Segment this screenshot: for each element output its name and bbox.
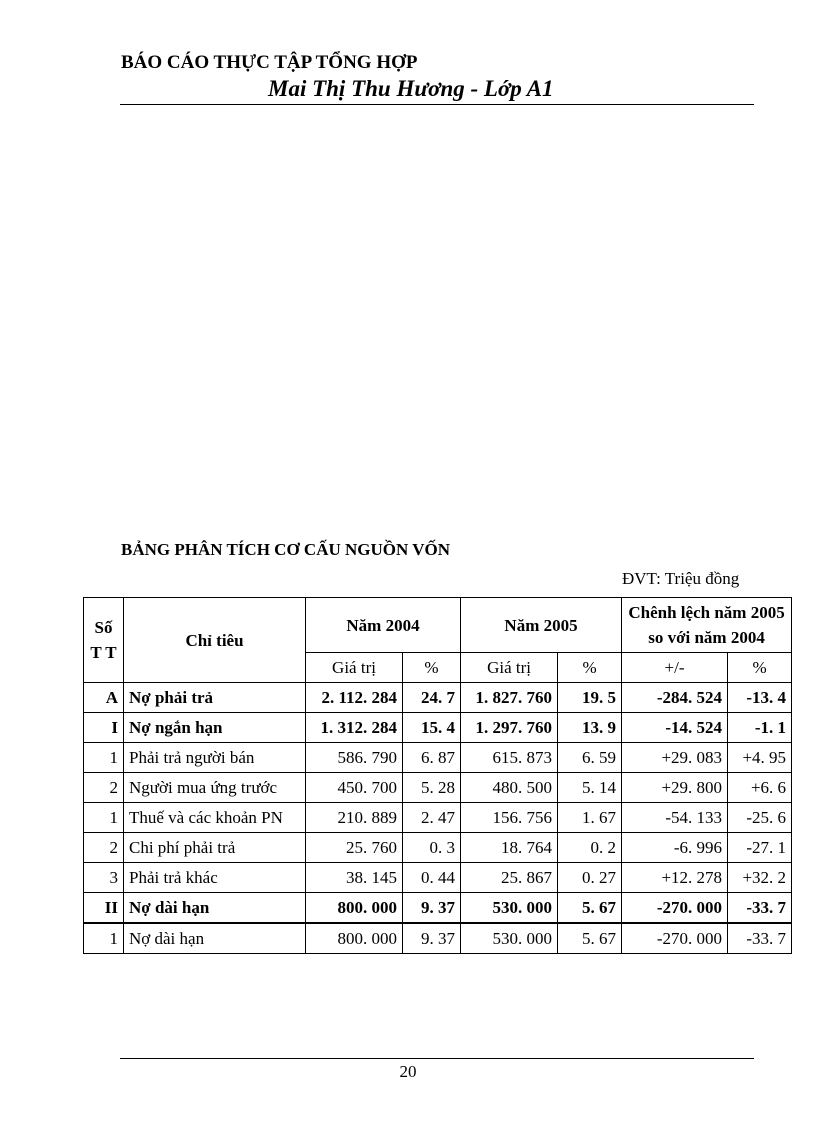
header-year-2004: Năm 2004 [306, 598, 461, 653]
row-percent-diff: +6. 6 [728, 773, 792, 803]
header-indicator: Chỉ tiêu [124, 598, 306, 683]
row-percent-2004: 5. 28 [403, 773, 461, 803]
row-stt: II [84, 893, 124, 924]
footer-divider [120, 1058, 754, 1059]
row-diff: -14. 524 [622, 713, 728, 743]
row-diff: -284. 524 [622, 683, 728, 713]
row-percent-diff: -27. 1 [728, 833, 792, 863]
page-number: 20 [399, 1062, 417, 1081]
row-percent-diff: +32. 2 [728, 863, 792, 893]
row-value-2004: 800. 000 [306, 923, 403, 954]
header-divider [120, 104, 754, 105]
table-row [84, 803, 792, 833]
row-percent-2005: 6. 59 [558, 743, 622, 773]
row-stt: 2 [84, 773, 124, 803]
row-percent-2005: 19. 5 [558, 683, 622, 713]
row-diff: -270. 000 [622, 923, 728, 954]
row-diff: -6. 996 [622, 833, 728, 863]
header-difference: Chênh lệch năm 2005 so với năm 2004 [622, 598, 792, 653]
row-value-2004: 1. 312. 284 [306, 713, 403, 743]
row-percent-diff: -1. 1 [728, 713, 792, 743]
row-percent-2004: 15. 4 [403, 713, 461, 743]
row-diff: +29. 083 [622, 743, 728, 773]
header-year-2005: Năm 2005 [461, 598, 622, 653]
row-percent-2004: 2. 47 [403, 803, 461, 833]
table-row [84, 863, 792, 893]
table-row [84, 893, 792, 924]
row-value-2005: 530. 000 [461, 893, 558, 924]
table-row [84, 713, 792, 743]
header-percent-2005: % [558, 653, 622, 683]
row-value-2005: 615. 873 [461, 743, 558, 773]
row-value-2005: 480. 500 [461, 773, 558, 803]
report-title: BÁO CÁO THỰC TẬP TỔNG HỢP [121, 52, 418, 73]
row-name: Nợ ngắn hạn [124, 713, 306, 743]
row-name: Thuế và các khoản PN [124, 803, 306, 833]
row-percent-2005: 0. 27 [558, 863, 622, 893]
row-value-2005: 156. 756 [461, 803, 558, 833]
row-stt: 1 [84, 803, 124, 833]
row-name: Nợ dài hạn [124, 923, 306, 954]
header-value-2004: Giá trị [306, 653, 403, 683]
row-diff: +29. 800 [622, 773, 728, 803]
row-percent-diff: -25. 6 [728, 803, 792, 833]
row-diff: +12. 278 [622, 863, 728, 893]
row-percent-2004: 6. 87 [403, 743, 461, 773]
row-percent-2005: 5. 67 [558, 893, 622, 924]
row-value-2005: 1. 827. 760 [461, 683, 558, 713]
row-diff: -54. 133 [622, 803, 728, 833]
row-percent-2005: 0. 2 [558, 833, 622, 863]
row-value-2004: 25. 760 [306, 833, 403, 863]
row-stt: 3 [84, 863, 124, 893]
row-percent-2004: 9. 37 [403, 923, 461, 954]
row-percent-diff: +4. 95 [728, 743, 792, 773]
row-value-2004: 586. 790 [306, 743, 403, 773]
row-name: Người mua ứng trước [124, 773, 306, 803]
row-stt: 1 [84, 923, 124, 954]
table-row [84, 743, 792, 773]
table-row [84, 923, 792, 954]
row-percent-2005: 5. 67 [558, 923, 622, 954]
header-plus-minus: +/- [622, 653, 728, 683]
row-value-2004: 800. 000 [306, 893, 403, 924]
capital-structure-table [83, 597, 792, 954]
row-stt: I [84, 713, 124, 743]
row-percent-2005: 1. 67 [558, 803, 622, 833]
row-percent-diff: -13. 4 [728, 683, 792, 713]
row-percent-2004: 0. 44 [403, 863, 461, 893]
row-percent-2004: 9. 37 [403, 893, 461, 924]
header-stt: Số T T [84, 598, 124, 683]
row-name: Chi phí phải trả [124, 833, 306, 863]
row-percent-2004: 24. 7 [403, 683, 461, 713]
table-row [84, 773, 792, 803]
row-name: Nợ dài hạn [124, 893, 306, 924]
header-value-2005: Giá trị [461, 653, 558, 683]
table-title: BẢNG PHÂN TÍCH CƠ CẤU NGUỒN VỐN [121, 540, 451, 559]
row-stt: 2 [84, 833, 124, 863]
row-stt: A [84, 683, 124, 713]
header-percent-2004: % [403, 653, 461, 683]
row-percent-2004: 0. 3 [403, 833, 461, 863]
row-value-2005: 25. 867 [461, 863, 558, 893]
row-name: Nợ phải trả [124, 683, 306, 713]
row-name: Phải trả người bán [124, 743, 306, 773]
row-value-2004: 38. 145 [306, 863, 403, 893]
row-value-2005: 18. 764 [461, 833, 558, 863]
unit-note: ĐVT: Triệu đồng [622, 569, 740, 588]
row-percent-diff: -33. 7 [728, 923, 792, 954]
row-value-2004: 2. 112. 284 [306, 683, 403, 713]
row-percent-2005: 5. 14 [558, 773, 622, 803]
row-value-2004: 450. 700 [306, 773, 403, 803]
row-percent-diff: -33. 7 [728, 893, 792, 924]
row-percent-2005: 13. 9 [558, 713, 622, 743]
row-stt: 1 [84, 743, 124, 773]
row-value-2005: 530. 000 [461, 923, 558, 954]
report-author: Mai Thị Thu Hương - Lớp A1 [268, 76, 554, 101]
header-percent-diff: % [728, 653, 792, 683]
row-value-2004: 210. 889 [306, 803, 403, 833]
table-row [84, 833, 792, 863]
row-diff: -270. 000 [622, 893, 728, 924]
row-value-2005: 1. 297. 760 [461, 713, 558, 743]
row-name: Phải trả khác [124, 863, 306, 893]
table-row [84, 683, 792, 713]
